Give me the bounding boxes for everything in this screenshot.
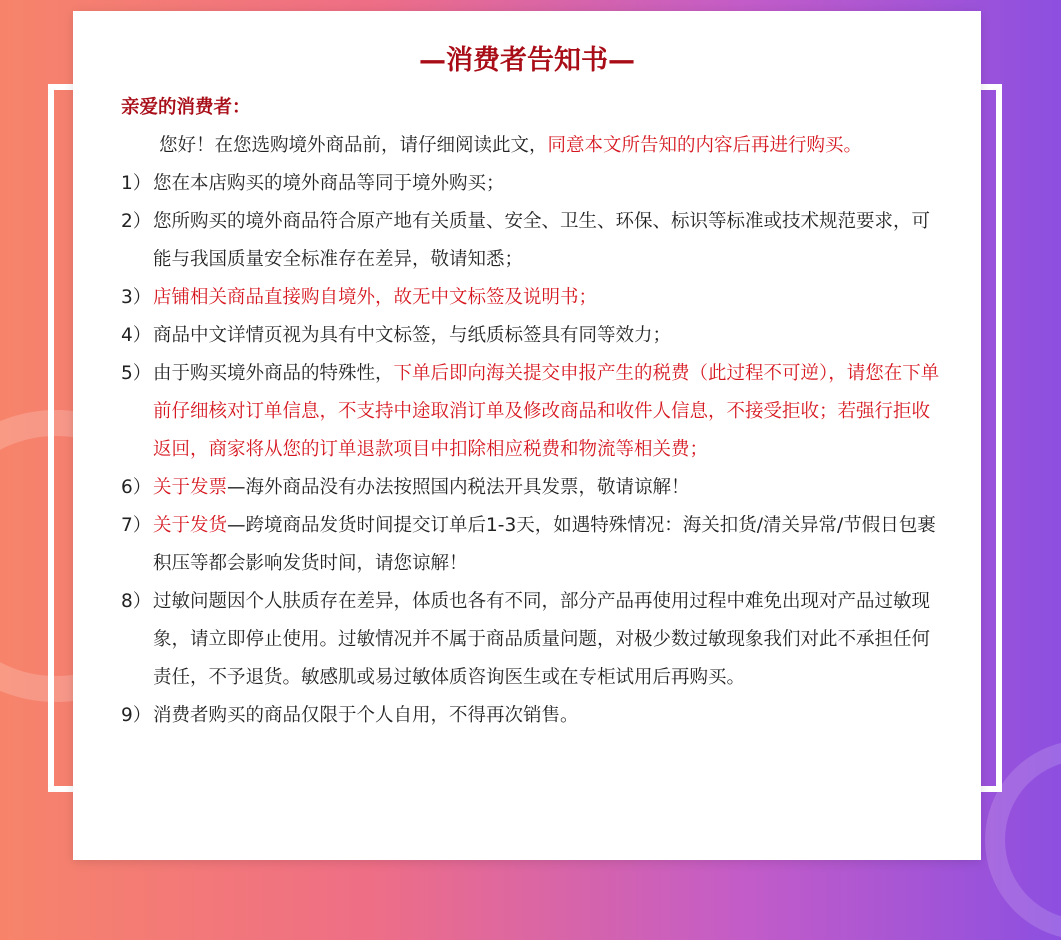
list-item: [121, 203, 943, 279]
list-item-text: [153, 583, 943, 697]
list-item: [121, 469, 943, 507]
list-item-number: 8）: [121, 591, 152, 612]
list-item: [121, 165, 943, 203]
list-item: [121, 279, 943, 317]
highlight-text: 店铺相关商品直接购自境外，故无中文标签及说明书；: [153, 287, 598, 308]
list-item-text: [153, 469, 943, 507]
list-item-number: 7）: [121, 515, 152, 536]
highlight-text: 下单后即向海关提交申报产生的税费（此过程不可逆），请您在下单前仔细核对订单信息，不支持中途取消订单及修改商品和收件人信息，不接受拒收；若强行拒收返回，商家将从您的订单退款项目中扣除相应税费和物流等相关费；: [153, 363, 940, 460]
list-item: [121, 355, 943, 469]
list-item-number: 9）: [121, 705, 152, 726]
list-item-number: 2）: [121, 211, 152, 232]
body-text: 您在本店购买的境外商品等同于境外购买；: [153, 173, 505, 194]
list-item-text: [153, 697, 943, 735]
list-item-text: [153, 355, 943, 469]
highlight-text: 关于发票: [153, 477, 228, 498]
list-item-number: 1）: [121, 173, 152, 194]
list-item-text: [153, 507, 943, 583]
list-item-text: [153, 203, 943, 279]
body-text: —跨境商品发货时间提交订单后1-3天，如遇特殊情况：海关扣货/清关异常/节假日包裹积压等都会影响发货时间，请您谅解！: [153, 515, 936, 574]
body-text: 过敏问题因个人肤质存在差异，体质也各有不同，部分产品再使用过程中难免出现对产品过敏现象，请立即停止使用。过敏情况并不属于商品质量问题，对极少数过敏现象我们对此不承担任何责任，不予退货。敏感肌或易过敏体质咨询医生或在专柜试用后再购买。: [153, 591, 931, 688]
highlight-text: 关于发货: [153, 515, 228, 536]
list-item-number: 6）: [121, 477, 152, 498]
page-title: —消费者告知书—: [419, 45, 635, 76]
list-item: [121, 507, 943, 583]
list-item-number: 3）: [121, 287, 152, 308]
list-item: [121, 697, 943, 735]
list-item-text: [153, 279, 943, 317]
list-item: [121, 583, 943, 697]
list-item-text: [153, 165, 943, 203]
list-item-number: 4）: [121, 325, 152, 346]
greeting: 亲爱的消费者：: [121, 97, 251, 118]
notice-content: [121, 89, 943, 735]
notice-list: [121, 165, 943, 735]
body-text: —海外商品没有办法按照国内税法开具发票，敬请谅解！: [227, 477, 690, 498]
list-item-text: [153, 317, 943, 355]
notice-card: [73, 11, 981, 860]
body-text: 您所购买的境外商品符合原产地有关质量、安全、卫生、环保、标识等标准或技术规范要求，可能与我国质量安全标准存在差异，敬请知悉；: [153, 211, 931, 270]
intro-highlight: 同意本文所告知的内容后再进行购买。: [547, 135, 863, 156]
list-item: [121, 317, 943, 355]
body-text: 由于购买境外商品的特殊性，: [153, 363, 394, 384]
intro-paragraph: [121, 127, 943, 165]
body-text: 商品中文详情页视为具有中文标签，与纸质标签具有同等效力；: [153, 325, 672, 346]
intro-text: 您好！在您选购境外商品前，请仔细阅读此文，: [159, 135, 548, 156]
list-item-number: 5）: [121, 363, 152, 384]
body-text: 消费者购买的商品仅限于个人自用，不得再次销售。: [153, 705, 579, 726]
